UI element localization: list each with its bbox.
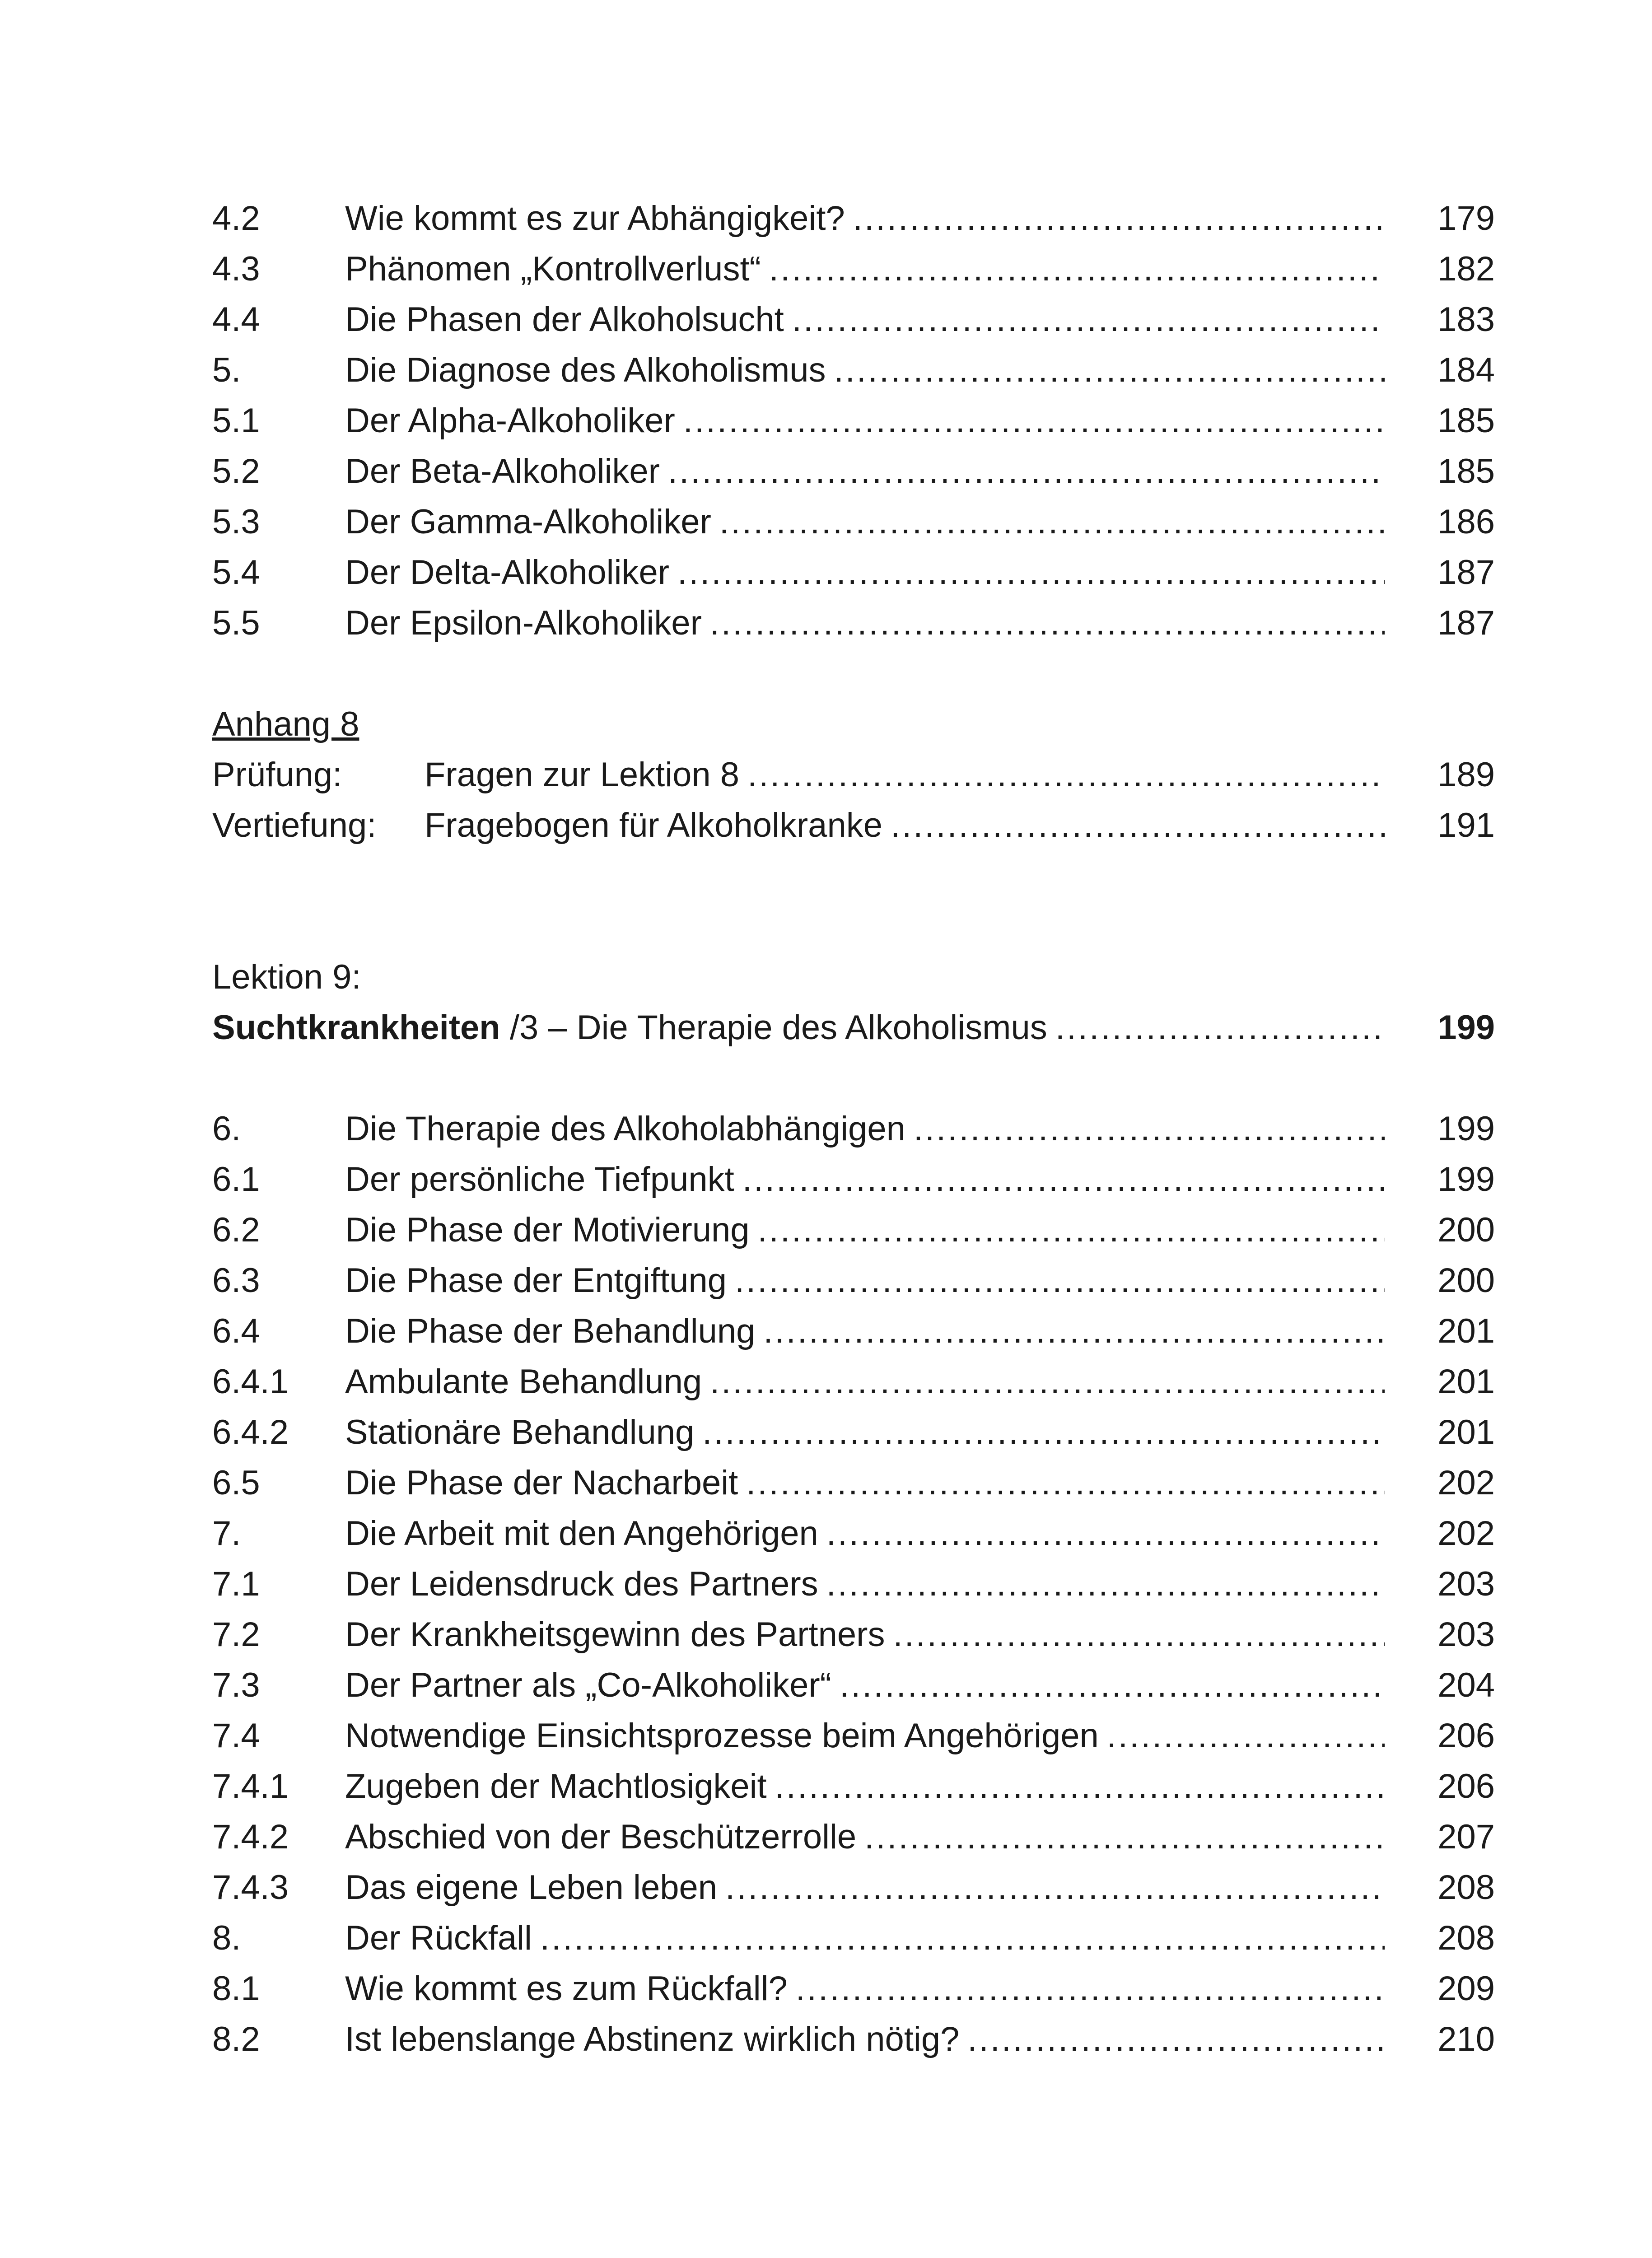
entry-title: Zugeben der Machtlosigkeit <box>345 1767 767 1805</box>
dot-leader <box>540 1913 1385 1964</box>
dot-leader <box>853 193 1385 244</box>
entry-title: Das eigene Leben leben <box>345 1868 718 1907</box>
entry-page-number: 199 <box>1437 1160 1495 1199</box>
entry-title-cell <box>425 750 1385 800</box>
entry-title-cell <box>345 1255 1385 1306</box>
entry-title: Der Rückfall <box>345 1919 532 1957</box>
dot-leader <box>710 598 1385 648</box>
entry-title: Phänomen „Kontrollverlust“ <box>345 250 761 288</box>
dot-leader <box>758 1205 1385 1255</box>
entry-title: Wie kommt es zur Abhängigkeit? <box>345 199 845 238</box>
toc-entry[interactable] <box>212 1964 1495 2014</box>
entry-title-cell <box>345 396 1385 446</box>
entry-number: 4.2 <box>212 199 260 238</box>
entry-title: Die Diagnose des Alkoholismus <box>345 351 826 389</box>
entry-number: 6.4 <box>212 1312 260 1350</box>
entry-page-number: 187 <box>1437 604 1495 642</box>
entry-number: 6.4.2 <box>212 1413 289 1451</box>
entry-page-number: 182 <box>1437 250 1495 288</box>
lesson-title-row[interactable] <box>212 1003 1495 1053</box>
dot-leader <box>769 244 1385 294</box>
entry-number: 5. <box>212 351 241 389</box>
entry-title-cell <box>345 2014 1385 2065</box>
entry-title: Der Partner als „Co-Alkoholiker“ <box>345 1666 831 1704</box>
entry-page-number: 179 <box>1437 199 1495 238</box>
entry-page-number: 208 <box>1437 1868 1495 1907</box>
dot-leader <box>677 547 1385 598</box>
toc-entry[interactable] <box>212 1306 1495 1357</box>
entry-title: Wie kommt es zum Rückfall? <box>345 1969 788 2008</box>
appendix-entry-label: Vertiefung: <box>212 806 377 844</box>
toc-entry[interactable] <box>212 1458 1495 1508</box>
toc-entry[interactable] <box>212 1660 1495 1711</box>
toc-entry[interactable] <box>212 1812 1495 1862</box>
toc-entry[interactable] <box>212 1559 1495 1610</box>
toc-entry[interactable] <box>212 598 1495 648</box>
toc-entry[interactable] <box>212 193 1495 244</box>
dot-leader <box>775 1761 1385 1812</box>
entry-number: 6. <box>212 1110 241 1148</box>
dot-leader <box>840 1660 1385 1711</box>
toc-entry[interactable] <box>212 1154 1495 1205</box>
entry-title: Die Phase der Motivierung <box>345 1211 750 1249</box>
dot-leader <box>702 1407 1385 1458</box>
dot-leader <box>668 446 1385 497</box>
toc-entry[interactable] <box>212 1610 1495 1660</box>
appendix-entry[interactable] <box>212 800 1495 851</box>
dot-leader <box>967 2014 1385 2065</box>
entry-title-cell <box>345 244 1385 294</box>
entry-title: Der Alpha-Alkoholiker <box>345 401 675 440</box>
entry-title: Ambulante Behandlung <box>345 1362 702 1401</box>
dot-leader <box>893 1610 1385 1660</box>
dot-leader <box>914 1104 1385 1154</box>
lesson-title-cell <box>212 1003 1385 1053</box>
entry-title-cell <box>345 1559 1385 1610</box>
entry-title-cell <box>345 345 1385 396</box>
dot-leader <box>826 1559 1385 1610</box>
entry-title: Die Phase der Behandlung <box>345 1312 756 1350</box>
entry-page-number: 185 <box>1437 401 1495 440</box>
lesson-title <box>212 1003 1055 1053</box>
lesson-page-number: 199 <box>1437 1008 1495 1047</box>
entry-title-cell <box>345 1711 1385 1761</box>
entry-title-cell <box>345 1458 1385 1508</box>
lesson-heading: Lektion 9: <box>212 958 361 996</box>
entry-page-number: 186 <box>1437 503 1495 541</box>
entry-title-cell <box>345 1761 1385 1812</box>
toc-entry[interactable] <box>212 1761 1495 1812</box>
entry-title-cell <box>345 446 1385 497</box>
entry-number: 6.4.1 <box>212 1362 289 1401</box>
entry-title: Der Leidensdruck des Partners <box>345 1565 818 1603</box>
toc-section-b <box>212 1104 1495 2065</box>
dot-leader <box>1107 1711 1385 1761</box>
entry-title-cell <box>345 193 1385 244</box>
dot-leader <box>864 1812 1385 1862</box>
entry-title: Die Arbeit mit den Angehörigen <box>345 1514 818 1553</box>
entry-title: Die Phase der Entgiftung <box>345 1261 727 1300</box>
entry-title: Abschied von der Beschützerrolle <box>345 1818 857 1856</box>
dot-leader <box>719 497 1385 547</box>
entry-page-number: 200 <box>1437 1261 1495 1300</box>
entry-number: 4.3 <box>212 250 260 288</box>
entry-number: 8. <box>212 1919 241 1957</box>
dot-leader <box>742 1154 1385 1205</box>
dot-leader <box>792 294 1385 345</box>
entry-number: 7.2 <box>212 1615 260 1654</box>
entry-title-cell <box>345 547 1385 598</box>
dot-leader <box>746 1458 1385 1508</box>
entry-number: 7.3 <box>212 1666 260 1704</box>
dot-leader <box>796 1964 1385 2014</box>
entry-title: Die Phase der Nacharbeit <box>345 1464 738 1502</box>
entry-title: Der Gamma-Alkoholiker <box>345 503 711 541</box>
entry-title: Die Phasen der Alkoholsucht <box>345 300 784 339</box>
entry-page-number: 208 <box>1437 1919 1495 1957</box>
entry-title: Die Therapie des Alkoholabhängigen <box>345 1110 905 1148</box>
entry-page-number: 202 <box>1437 1514 1495 1553</box>
entry-page-number: 184 <box>1437 351 1495 389</box>
entry-page-number: 210 <box>1437 2020 1495 2058</box>
entry-page-number: 207 <box>1437 1818 1495 1856</box>
entry-page-number: 204 <box>1437 1666 1495 1704</box>
entry-title: Stationäre Behandlung <box>345 1413 695 1451</box>
dot-leader <box>891 800 1385 851</box>
entry-page-number: 187 <box>1437 553 1495 592</box>
entry-page-number: 201 <box>1437 1362 1495 1401</box>
toc-entry[interactable] <box>212 345 1495 396</box>
toc-entry[interactable] <box>212 1407 1495 1458</box>
toc-entry[interactable] <box>212 1205 1495 1255</box>
spacer <box>212 1053 1495 1104</box>
entry-page-number: 183 <box>1437 300 1495 339</box>
entry-title-cell <box>345 1812 1385 1862</box>
appendix-heading: Anhang 8 <box>212 705 359 743</box>
entry-title-cell <box>345 1407 1385 1458</box>
entry-title-cell <box>345 1660 1385 1711</box>
toc-section-a <box>212 193 1495 648</box>
toc-entry[interactable] <box>212 1357 1495 1407</box>
entry-page-number: 185 <box>1437 452 1495 490</box>
entry-title: Der Krankheitsgewinn des Partners <box>345 1615 885 1654</box>
toc-entry[interactable] <box>212 1913 1495 1964</box>
dot-leader <box>1055 1003 1385 1053</box>
toc-entry[interactable] <box>212 1862 1495 1913</box>
entry-number: 5.3 <box>212 503 260 541</box>
toc-entry[interactable] <box>212 294 1495 345</box>
appendix-entry-label: Prüfung: <box>212 756 342 794</box>
appendix-list <box>212 750 1495 851</box>
entry-title: Der Delta-Alkoholiker <box>345 553 670 592</box>
entry-title-cell <box>345 1205 1385 1255</box>
entry-title-cell <box>345 1964 1385 2014</box>
entry-title-cell <box>345 598 1385 648</box>
dot-leader <box>826 1508 1385 1559</box>
entry-title-cell <box>345 497 1385 547</box>
toc-entry[interactable] <box>212 396 1495 446</box>
entry-title-cell <box>425 800 1385 851</box>
entry-number: 7.4 <box>212 1717 260 1755</box>
toc-entry[interactable] <box>212 446 1495 497</box>
entry-title-cell <box>345 294 1385 345</box>
toc-entry[interactable] <box>212 1508 1495 1559</box>
entry-number: 7.4.2 <box>212 1818 289 1856</box>
entry-page-number: 200 <box>1437 1211 1495 1249</box>
entry-number: 5.1 <box>212 401 260 440</box>
table-of-contents <box>212 193 1495 2065</box>
toc-entry[interactable] <box>212 1711 1495 1761</box>
dot-leader <box>834 345 1385 396</box>
entry-page-number: 201 <box>1437 1413 1495 1451</box>
dot-leader <box>683 396 1385 446</box>
entry-title-cell <box>345 1306 1385 1357</box>
entry-number: 5.4 <box>212 553 260 592</box>
entry-title: Fragen zur Lektion 8 <box>425 756 740 794</box>
entry-number: 6.3 <box>212 1261 260 1300</box>
entry-title: Notwendige Einsichtsprozesse beim Angehörigen <box>345 1717 1099 1755</box>
entry-page-number: 191 <box>1437 806 1495 844</box>
spacer <box>212 851 1495 952</box>
spacer <box>212 648 1495 699</box>
entry-number: 7.4.1 <box>212 1767 289 1805</box>
dot-leader <box>735 1255 1385 1306</box>
entry-number: 7.4.3 <box>212 1868 289 1907</box>
entry-title: Der Epsilon-Alkoholiker <box>345 604 702 642</box>
entry-title-cell <box>345 1154 1385 1205</box>
entry-title-cell <box>345 1862 1385 1913</box>
entry-page-number: 189 <box>1437 756 1495 794</box>
toc-entry[interactable] <box>212 2014 1495 2065</box>
lesson-title-bold: Suchtkrankheiten <box>212 1008 500 1047</box>
entry-title-cell <box>345 1357 1385 1407</box>
entry-page-number: 199 <box>1437 1110 1495 1148</box>
entry-number: 4.4 <box>212 300 260 339</box>
entry-title: Der persönliche Tiefpunkt <box>345 1160 734 1199</box>
entry-title: Fragebogen für Alkoholkranke <box>425 806 882 844</box>
entry-page-number: 203 <box>1437 1565 1495 1603</box>
entry-number: 6.1 <box>212 1160 260 1199</box>
entry-title-cell <box>345 1508 1385 1559</box>
lesson-title-rest: /3 – Die Therapie des Alkoholismus <box>500 1008 1047 1047</box>
entry-number: 5.5 <box>212 604 260 642</box>
entry-number: 6.2 <box>212 1211 260 1249</box>
toc-entry[interactable] <box>212 1104 1495 1154</box>
entry-number: 8.1 <box>212 1969 260 2008</box>
entry-title-cell <box>345 1104 1385 1154</box>
entry-number: 7. <box>212 1514 241 1553</box>
entry-title-cell <box>345 1610 1385 1660</box>
entry-page-number: 201 <box>1437 1312 1495 1350</box>
entry-page-number: 203 <box>1437 1615 1495 1654</box>
entry-number: 7.1 <box>212 1565 260 1603</box>
entry-title: Ist lebenslange Abstinenz wirklich nötig? <box>345 2020 960 2058</box>
dot-leader <box>725 1862 1385 1913</box>
entry-title-cell <box>345 1913 1385 1964</box>
entry-number: 6.5 <box>212 1464 260 1502</box>
dot-leader <box>710 1357 1385 1407</box>
entry-number: 5.2 <box>212 452 260 490</box>
toc-entry[interactable] <box>212 497 1495 547</box>
entry-page-number: 206 <box>1437 1717 1495 1755</box>
appendix-entry[interactable] <box>212 750 1495 800</box>
entry-title: Der Beta-Alkoholiker <box>345 452 660 490</box>
dot-leader <box>763 1306 1385 1357</box>
entry-page-number: 206 <box>1437 1767 1495 1805</box>
dot-leader <box>747 750 1385 800</box>
entry-page-number: 209 <box>1437 1969 1495 2008</box>
entry-page-number: 202 <box>1437 1464 1495 1502</box>
toc-entry[interactable] <box>212 547 1495 598</box>
toc-entry[interactable] <box>212 1255 1495 1306</box>
toc-entry[interactable] <box>212 244 1495 294</box>
entry-number: 8.2 <box>212 2020 260 2058</box>
